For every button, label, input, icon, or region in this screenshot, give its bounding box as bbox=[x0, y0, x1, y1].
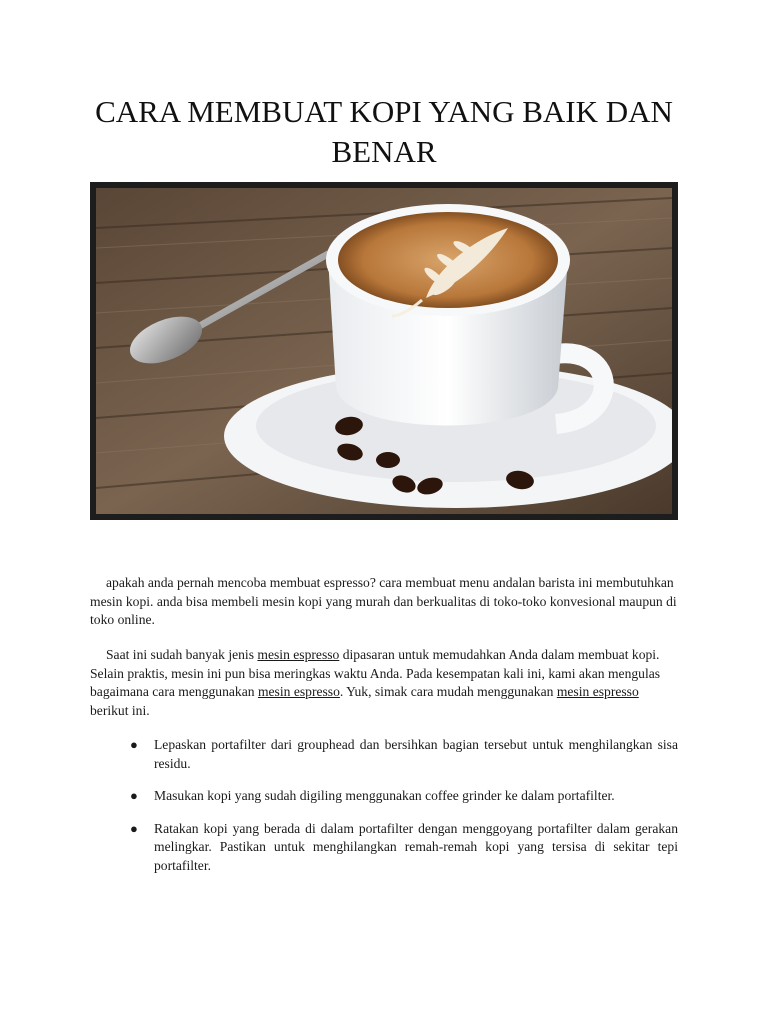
mesin-espresso-link-3[interactable]: mesin espresso bbox=[556, 684, 639, 700]
espresso-paragraph-part1: Saat ini sudah banyak jenis bbox=[106, 647, 258, 662]
bullet-icon: ● bbox=[130, 820, 138, 836]
bullet-icon: ● bbox=[130, 788, 138, 804]
step-text: Ratakan kopi yang berada di dalam portafilter dengan menggoyang portafilter dalam gerakan melingkar. Pastikan untuk menghilangkan remah-remah kopi yang tersisa di sekitar tepi portafilter. bbox=[154, 820, 678, 873]
list-item bbox=[90, 820, 678, 876]
list-item bbox=[90, 787, 678, 806]
espresso-paragraph bbox=[90, 646, 678, 720]
espresso-paragraph-part3: . Yuk, simak cara mudah menggunakan bbox=[339, 684, 557, 700]
step-text: Lepaskan portafilter dari grouphead dan bersihkan bagian tersebut untuk menghilangkan sisa residu. bbox=[154, 737, 678, 771]
intro-paragraph bbox=[90, 574, 678, 630]
espresso-paragraph-part2: dipasaran untuk memudahkan Anda dalam membuat kopi. Selain praktis, mesin ini pun bisa meringkas waktu Anda. Pada kesempatan kali ini, kami akan mengulas bagaimana cara menggunakan bbox=[90, 647, 661, 700]
intro-paragraph-text: apakah anda pernah mencoba membuat espresso? cara membuat menu andalan barista ini membutuhkan mesin kopi. anda bisa membeli mesin kopi yang murah dan berkualitas di toko-toko konvesional maupun di toko online. bbox=[90, 575, 677, 628]
mesin-espresso-link-2[interactable]: mesin espresso bbox=[257, 684, 340, 700]
espresso-paragraph-part4: berikut ini. bbox=[90, 702, 150, 718]
step-text: Masukan kopi yang sudah digiling menggunakan coffee grinder ke dalam portafilter. bbox=[154, 788, 615, 804]
document-title: CARA MEMBUAT KOPI YANG BAIK DAN BENAR bbox=[95, 94, 673, 169]
steps-list bbox=[90, 736, 678, 890]
latte-image-art bbox=[96, 188, 672, 514]
bullet-icon: ● bbox=[130, 737, 138, 752]
latte-cup-photo bbox=[90, 182, 678, 520]
list-item bbox=[90, 736, 678, 773]
mesin-espresso-link-1[interactable]: mesin espresso bbox=[257, 647, 340, 662]
